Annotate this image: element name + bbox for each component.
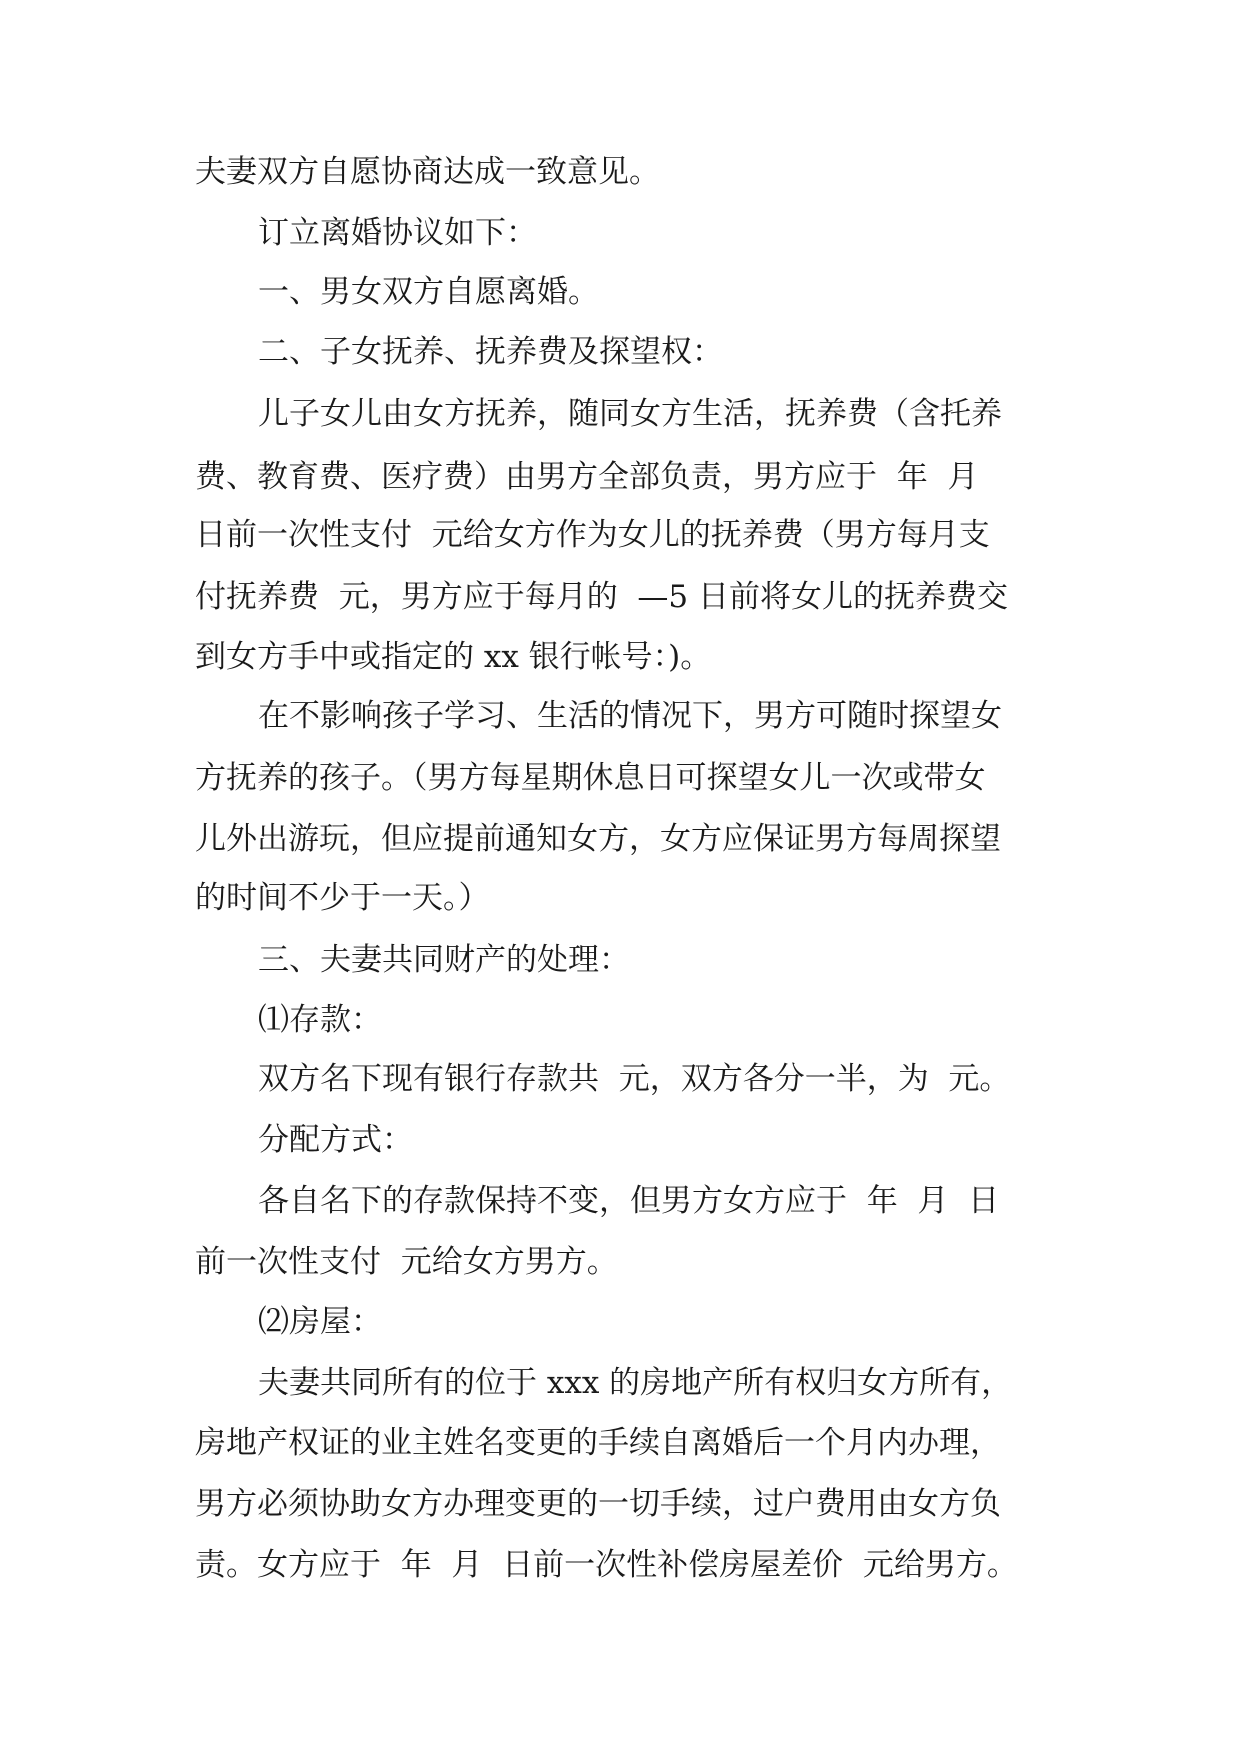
text-line-17: 分配方式： <box>258 1122 413 1158</box>
text-line-8: 付抚养费 元，男方应于每月的 —5 日前将女儿的抚养费交 <box>195 579 1008 615</box>
text-line-4: 二、子女抚养、抚养费及探望权： <box>258 334 723 370</box>
text-line-6: 费、教育费、医疗费）由男方全部负责，男方应于 年 月 <box>195 459 979 495</box>
text-line-19: 前一次性支付 元给女方男方。 <box>195 1244 618 1280</box>
text-line-18: 各自名下的存款保持不变，但男方女方应于 年 月 日 <box>258 1183 1000 1219</box>
text-line-10: 在不影响孩子学习、生活的情况下，男方可随时探望女 <box>258 698 1002 734</box>
text-line-14: 三、夫妻共同财产的处理： <box>258 942 630 978</box>
text-line-12: 儿外出游玩，但应提前通知女方，女方应保证男方每周探望 <box>195 821 1001 857</box>
text-line-24: 责。女方应于 年 月 日前一次性补偿房屋差价 元给男方。 <box>195 1547 1018 1583</box>
text-line-2: 订立离婚协议如下： <box>258 215 537 251</box>
text-line-1: 夫妻双方自愿协商达成一致意见。 <box>195 154 660 190</box>
text-line-15: ⑴存款： <box>258 1002 382 1038</box>
text-line-16: 双方名下现有银行存款共 元，双方各分一半，为 元。 <box>258 1061 1011 1097</box>
text-line-13: 的时间不少于一天。） <box>195 880 490 916</box>
text-line-3: 一、男女双方自愿离婚。 <box>258 274 599 310</box>
text-line-20: ⑵房屋： <box>258 1304 382 1340</box>
text-line-5: 儿子女儿由女方抚养，随同女方生活，抚养费（含托养 <box>258 396 1002 432</box>
text-line-22: 房地产权证的业主姓名变更的手续自离婚后一个月内办理， <box>195 1425 1001 1461</box>
text-line-9: 到女方手中或指定的 xx 银行帐号：)。 <box>195 639 712 675</box>
text-line-23: 男方必须协助女方办理变更的一切手续，过户费用由女方负 <box>195 1486 1001 1522</box>
text-line-11: 方抚养的孩子。（男方每星期休息日可探望女儿一次或带女 <box>195 760 986 796</box>
text-line-7: 日前一次性支付 元给女方作为女儿的抚养费（男方每月支 <box>195 517 990 553</box>
text-line-21: 夫妻共同所有的位于 xxx 的房地产所有权归女方所有， <box>258 1365 1013 1401</box>
